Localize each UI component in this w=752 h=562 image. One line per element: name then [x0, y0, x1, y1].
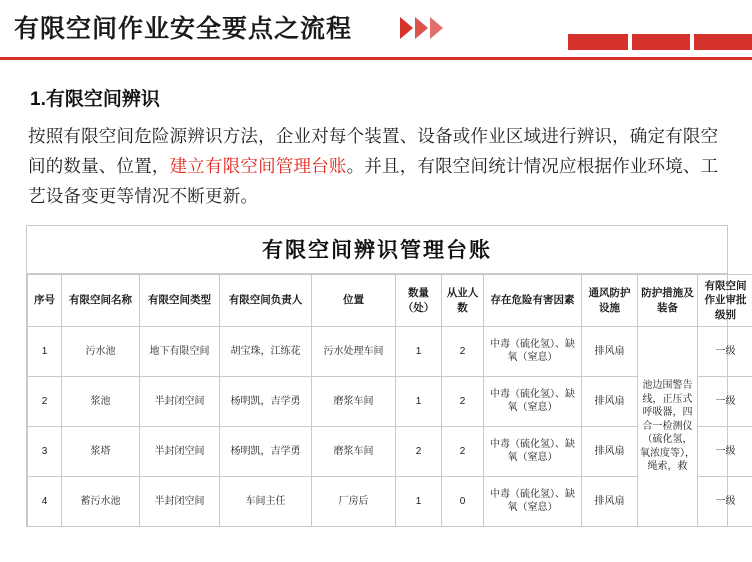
decoration-block — [694, 34, 752, 50]
page-title: 有限空间作业安全要点之流程 — [14, 15, 353, 43]
cell-index: 4 — [28, 476, 62, 526]
column-header-index: 序号 — [28, 275, 62, 327]
cell-type: 地下有限空间 — [140, 326, 220, 376]
column-header-people: 从业人数 — [442, 275, 484, 327]
column-header-equipment: 防护措施及装备 — [638, 275, 698, 327]
cell-ventilation: 排风扇 — [582, 376, 638, 426]
header-decoration-blocks — [568, 34, 752, 50]
cell-index: 3 — [28, 426, 62, 476]
column-header-owner: 有限空间负责人 — [220, 275, 312, 327]
cell-type: 半封闭空间 — [140, 426, 220, 476]
cell-type: 半封闭空间 — [140, 476, 220, 526]
cell-quantity: 1 — [396, 326, 442, 376]
paragraph-part-1: 按照有限空间危险源辨识方法，企业对每个装置、设备或作业区域进行辨识，确定有限空间的数量、位置， — [28, 126, 719, 177]
body-paragraph — [28, 121, 728, 211]
column-header-ventilation: 通风防护设施 — [582, 275, 638, 327]
cell-ventilation: 排风扇 — [582, 476, 638, 526]
cell-owner: 杨明凯，吉学勇 — [220, 426, 312, 476]
cell-location: 污水处理车间 — [312, 326, 396, 376]
cell-owner: 车间主任 — [220, 476, 312, 526]
table-row — [28, 326, 752, 376]
cell-name: 浆池 — [62, 376, 140, 426]
cell-index: 2 — [28, 376, 62, 426]
cell-quantity: 2 — [396, 426, 442, 476]
cell-people: 2 — [442, 326, 484, 376]
paragraph-part-2: 。并且，有限空间统计情况应根据作业环境、工艺设备变更等情况不断更新。 — [28, 156, 719, 207]
content-area — [0, 62, 752, 527]
cell-ventilation: 排风扇 — [582, 426, 638, 476]
cell-name: 污水池 — [62, 326, 140, 376]
cell-level: 一级 — [698, 426, 752, 476]
cell-index: 1 — [28, 326, 62, 376]
column-header-quantity: 数量（处） — [396, 275, 442, 327]
column-header-name: 有限空间名称 — [62, 275, 140, 327]
page-header — [0, 0, 752, 62]
cell-hazard: 中毒（硫化氢）、缺氧（窒息） — [484, 376, 582, 426]
cell-people: 2 — [442, 426, 484, 476]
cell-owner: 杨明凯，吉学勇 — [220, 376, 312, 426]
table-header-row — [28, 275, 752, 327]
section-title: 1.有限空间辨识 — [30, 89, 160, 110]
cell-hazard: 中毒（硫化氢）、缺氧（窒息） — [484, 326, 582, 376]
cell-location: 磨浆车间 — [312, 426, 396, 476]
cell-owner: 胡宝珠，江练花 — [220, 326, 312, 376]
header-divider — [0, 57, 752, 60]
cell-level: 一级 — [698, 326, 752, 376]
double-chevron-right-icon — [400, 17, 443, 39]
ledger-table — [27, 274, 752, 527]
chevron-right-icon — [415, 17, 428, 39]
decoration-block — [568, 34, 628, 50]
cell-people: 0 — [442, 476, 484, 526]
cell-location: 磨浆车间 — [312, 376, 396, 426]
cell-name: 浆塔 — [62, 426, 140, 476]
chevron-right-icon — [400, 17, 413, 39]
table-caption: 有限空间辨识管理台账 — [27, 226, 727, 274]
cell-ventilation: 排风扇 — [582, 326, 638, 376]
decoration-block — [632, 34, 690, 50]
cell-level: 一级 — [698, 476, 752, 526]
cell-type: 半封闭空间 — [140, 376, 220, 426]
ledger-table-container — [26, 225, 747, 527]
column-header-level: 有限空间作业审批级别 — [698, 275, 752, 327]
cell-location: 厂房后 — [312, 476, 396, 526]
cell-equipment: 池边围警告线，正压式呼吸器，四合一检测仪（硫化氢，氧浓度等），绳索，救 — [638, 326, 698, 526]
chevron-right-icon — [430, 17, 443, 39]
highlighted-phrase: 建立有限空间管理台账 — [169, 156, 347, 177]
column-header-location: 位置 — [312, 275, 396, 327]
cell-quantity: 1 — [396, 476, 442, 526]
cell-level: 一级 — [698, 376, 752, 426]
cell-quantity: 1 — [396, 376, 442, 426]
column-header-type: 有限空间类型 — [140, 275, 220, 327]
column-header-hazard: 存在危险有害因素 — [484, 275, 582, 327]
cell-hazard: 中毒（硫化氢）、缺氧（窒息） — [484, 476, 582, 526]
cell-hazard: 中毒（硫化氢）、缺氧（窒息） — [484, 426, 582, 476]
cell-people: 2 — [442, 376, 484, 426]
cell-name: 蓄污水池 — [62, 476, 140, 526]
